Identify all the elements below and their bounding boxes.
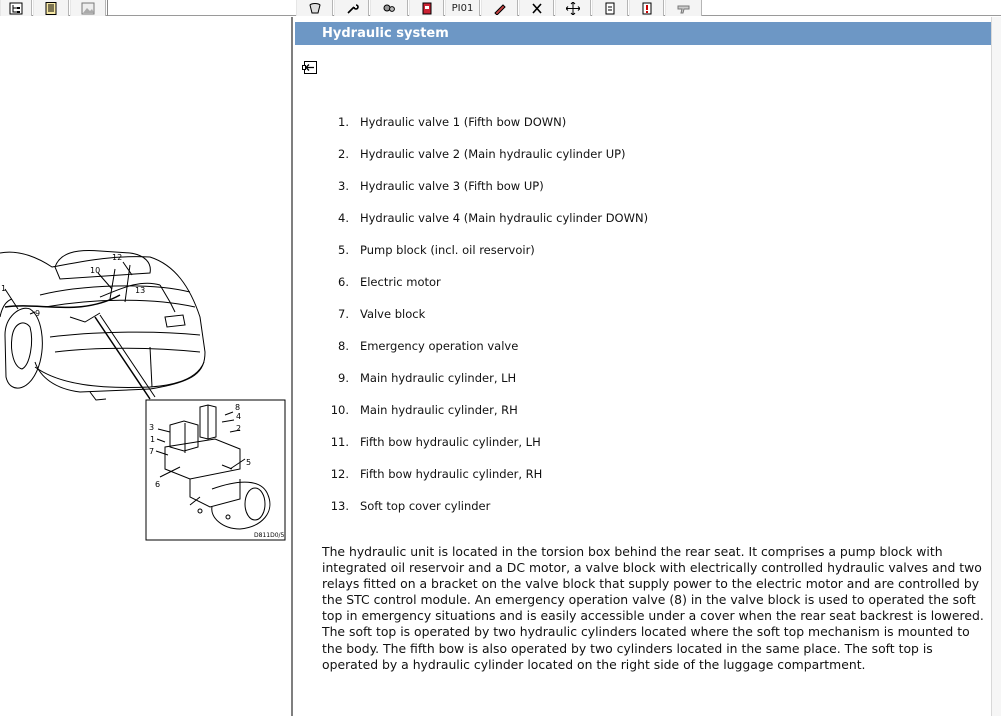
list-item-label: Hydraulic valve 4 (Main hydraulic cylinder DOWN) — [359, 211, 649, 225]
list-item-label: Hydraulic valve 3 (Fifth bow UP) — [359, 179, 544, 193]
list-item-label: Fifth bow hydraulic cylinder, LH — [359, 435, 541, 449]
hydraulic-system-diagram — [0, 17, 293, 716]
callout-9: 9 — [35, 309, 41, 318]
list-item-number: 8. — [338, 339, 349, 353]
callout-6: 6 — [155, 480, 161, 489]
list-item-number: 9. — [338, 371, 349, 385]
image-icon — [81, 2, 95, 15]
warning-page-icon — [640, 2, 654, 15]
page-edit-icon — [603, 2, 617, 15]
list-item-label: Hydraulic valve 1 (Fifth bow DOWN) — [359, 115, 567, 129]
callout-4: 4 — [236, 412, 242, 421]
list-item — [325, 403, 648, 435]
callout-12: 12 — [112, 253, 123, 262]
gun-button[interactable] — [665, 0, 702, 16]
callout-1b: 1 — [150, 435, 156, 444]
list-item — [325, 467, 648, 499]
list-item — [325, 435, 648, 467]
list-item-number: 4. — [338, 211, 349, 225]
list-item-number: 12. — [330, 467, 349, 481]
list-item-number: 6. — [338, 275, 349, 289]
list-item — [325, 499, 648, 531]
list-item-label: Electric motor — [359, 275, 441, 289]
list-item — [325, 307, 648, 339]
list-item-number: 7. — [338, 307, 349, 321]
move-button[interactable] — [555, 0, 591, 16]
list-item-number: 1. — [338, 115, 349, 129]
content-pane — [295, 17, 1001, 716]
gears-button[interactable] — [370, 0, 408, 16]
list-item-number: 3. — [338, 179, 349, 193]
document-button[interactable] — [33, 0, 69, 16]
list-item — [325, 179, 648, 211]
list-item — [325, 211, 648, 243]
parts-list — [325, 115, 648, 531]
list-item-label: Main hydraulic cylinder, RH — [359, 403, 518, 417]
tree-view-button[interactable] — [0, 0, 32, 16]
toolbar — [0, 0, 1001, 16]
callout-10: 10 — [90, 266, 101, 275]
list-item-label: Soft top cover cylinder — [359, 499, 491, 513]
diagram-code: D811D0/5 — [254, 532, 285, 539]
callout-1: 1 — [1, 284, 7, 293]
page-edit-button[interactable] — [592, 0, 628, 16]
gun-icon — [677, 2, 691, 15]
title-bar — [295, 22, 991, 45]
document-icon — [44, 2, 58, 15]
gears-icon — [382, 2, 396, 15]
list-item-label: Hydraulic valve 2 (Main hydraulic cylinder UP) — [359, 147, 626, 161]
callout-5: 5 — [246, 458, 252, 467]
list-item-number: 2. — [338, 147, 349, 161]
wrench-button[interactable] — [334, 0, 369, 16]
list-item-label: Pump block (incl. oil reservoir) — [359, 243, 535, 257]
illustration-pane — [0, 17, 293, 716]
callout-7: 7 — [149, 447, 155, 456]
tools-button[interactable] — [519, 0, 554, 16]
wrench-icon — [345, 2, 359, 15]
diagnostic-icon — [308, 2, 322, 15]
diagnostic-button[interactable] — [296, 0, 333, 16]
pen-button[interactable] — [481, 0, 518, 16]
move-icon — [566, 2, 580, 15]
callout-8: 8 — [235, 403, 241, 412]
scrollbar[interactable] — [991, 17, 1001, 716]
pen-icon — [493, 2, 507, 15]
list-item-label: Main hydraulic cylinder, LH — [359, 371, 517, 385]
list-item-label: Emergency operation valve — [359, 339, 519, 353]
tools-icon — [530, 2, 544, 15]
back-icon[interactable] — [302, 60, 318, 75]
image-button[interactable] — [70, 0, 106, 16]
callout-3: 3 — [149, 423, 155, 432]
list-item-label: Fifth bow hydraulic cylinder, RH — [359, 467, 543, 481]
list-item — [325, 275, 648, 307]
list-item — [325, 147, 648, 179]
page-title: Hydraulic system — [322, 26, 449, 41]
list-item — [325, 243, 648, 275]
book-button[interactable] — [409, 0, 444, 16]
list-item-label: Valve block — [359, 307, 426, 321]
tree-view-icon — [9, 2, 23, 15]
book-icon — [420, 2, 434, 15]
list-item — [325, 115, 648, 147]
list-item-number: 11. — [330, 435, 349, 449]
list-item-number: 5. — [338, 243, 349, 257]
toolbar-separator — [107, 0, 108, 16]
pi01-label: PI01 — [451, 2, 474, 14]
list-item-number: 10. — [330, 403, 349, 417]
pi01-button[interactable] — [445, 0, 480, 16]
callout-13: 13 — [135, 286, 146, 295]
list-item — [325, 371, 648, 403]
warning-page-button[interactable] — [629, 0, 664, 16]
list-item — [325, 339, 648, 371]
list-item-number: 13. — [330, 499, 349, 513]
callout-2: 2 — [236, 424, 242, 433]
description-text: The hydraulic unit is located in the torsion box behind the rear seat. It comprises a pump block with integrated oil reservoir and a DC motor, a valve block with electrically controlled hydraulic valves and two relays fitted on a bracket on the valve block that supply power to the electric motor and are controlled by the STC control module. An emergency operation valve (8) in the valve block is used to operated the soft top in emergency situations and is easily accessible under a cover when the rear seat backrest is lowered. The soft top is operated by two hydraulic cylinders located where the soft top mechanism is mounted to the body. The fifth bow is also operated by two cylinders located in the same place. The soft top is operated by a hydraulic cylinder located on the right side of the luggage compartment. — [322, 544, 984, 672]
